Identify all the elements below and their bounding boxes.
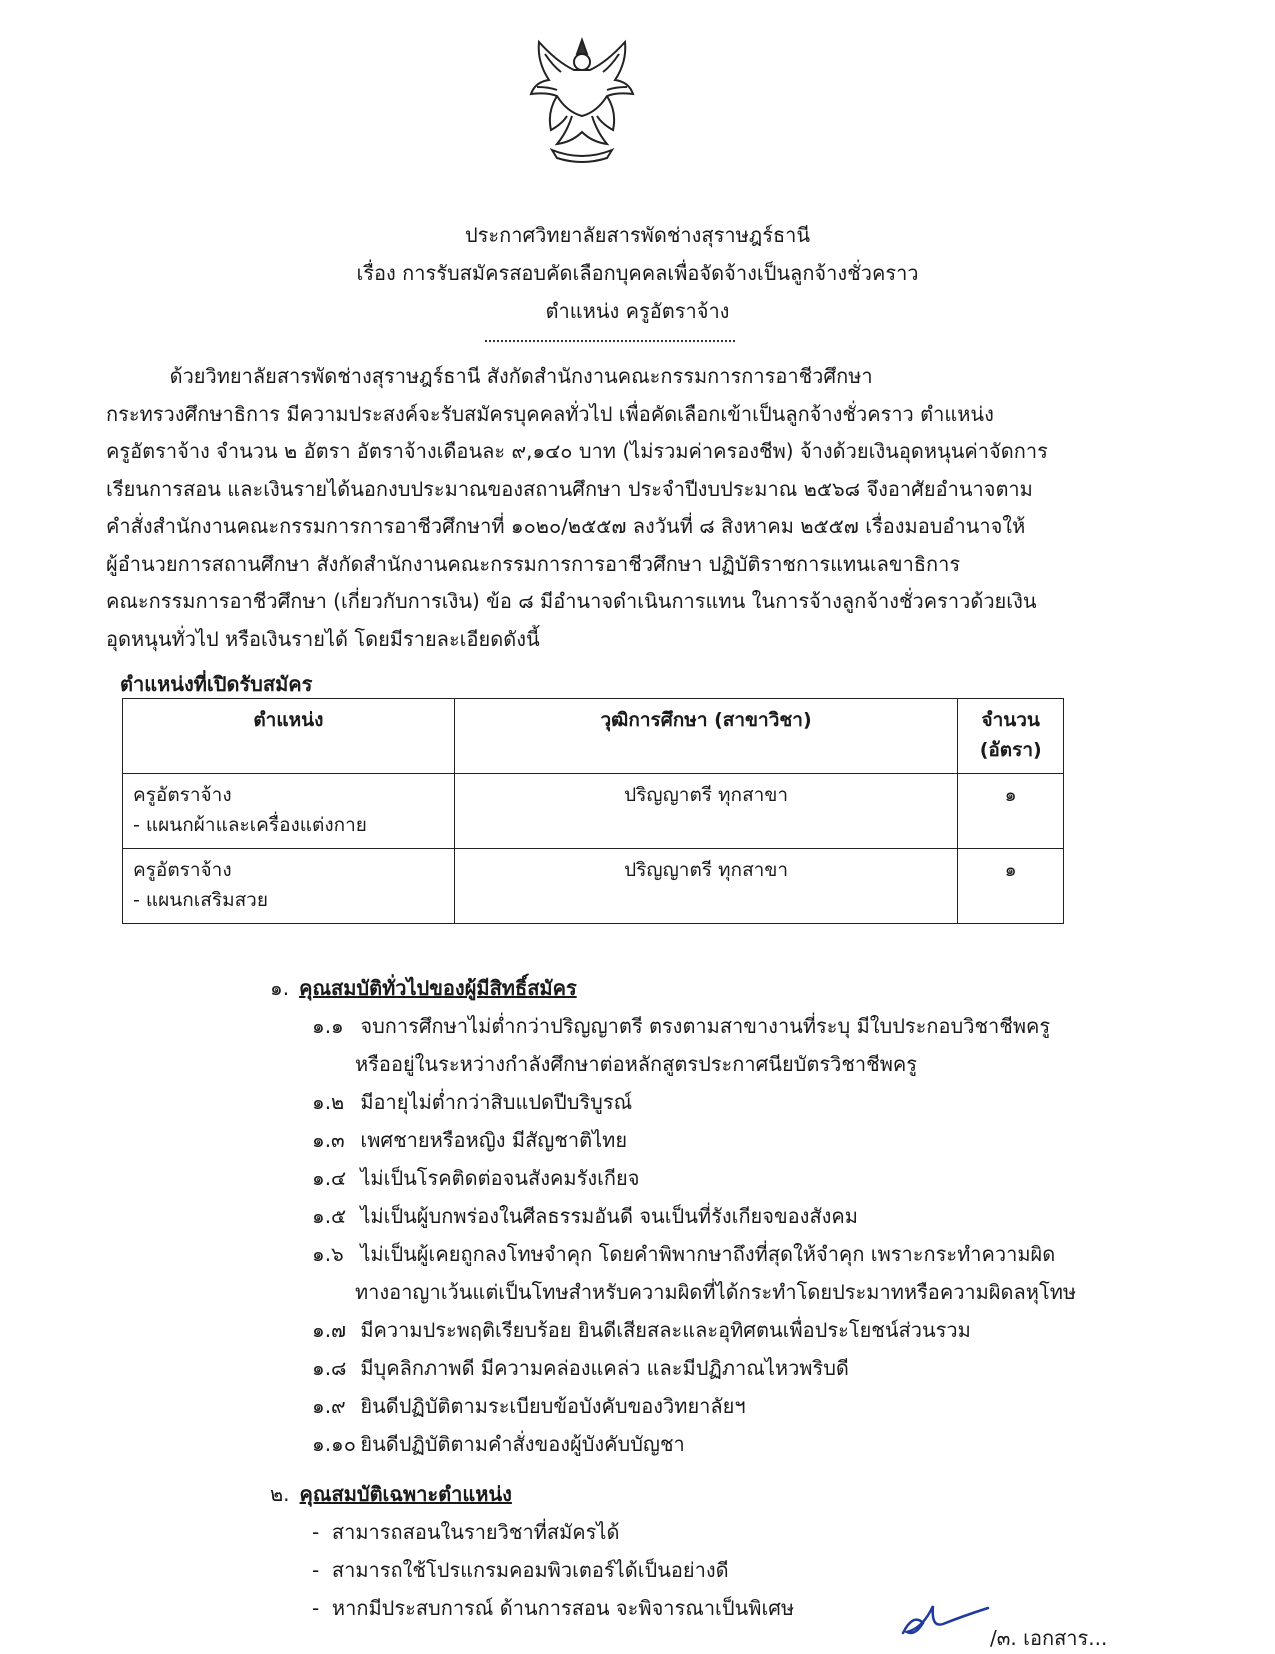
item-number: ๑.๕ <box>312 1204 347 1228</box>
intro-line: ครูอัตราจ้าง จำนวน ๒ อัตรา อัตราจ้างเดือนละ ๙,๑๔๐ บาท (ไม่รวมค่าครองชีพ) จ้างด้วยเงินอุดหนุนค่าจัดการ <box>106 439 1048 463</box>
item-text: ไม่เป็นผู้บกพร่องในศีลธรรมอันดี จนเป็นที่รังเกียจของสังคม <box>360 1204 858 1228</box>
item-text: มีอายุไม่ต่ำกว่าสิบแปดปีบริบูรณ์ <box>360 1090 633 1114</box>
section1-title: คุณสมบัติทั่วไปของผู้มีสิทธิ์สมัคร <box>299 976 577 1000</box>
announcement-subject: เรื่อง การรับสมัครสอบคัดเลือกบุคคลเพื่อจัดจ้างเป็นลูกจ้างชั่วคราว <box>356 261 919 285</box>
dotted-divider <box>485 340 735 342</box>
item-number: ๑.๑๐ <box>312 1432 356 1456</box>
intro-line: คำสั่งสำนักงานคณะกรรมการการอาชีวศึกษาที่ ๑๐๒๐/๒๕๕๗ ลงวันที่ ๘ สิงหาคม ๒๕๕๗ เรื่องมอบอำนาจให้ <box>106 514 1026 538</box>
item-text: ไม่เป็นผู้เคยถูกลงโทษจำคุก โดยคำพิพากษาถึงที่สุดให้จำคุก เพราะกระทำความผิด <box>360 1242 1056 1266</box>
item-text: จบการศึกษาไม่ต่ำกว่าปริญญาตรี ตรงตามสาขางานที่ระบุ มีใบประกอบวิชาชีพครู <box>360 1014 1051 1038</box>
position-title: ครูอัตราจ้าง <box>133 859 232 881</box>
next-page-indicator: /๓. เอกสาร... <box>990 1626 1108 1650</box>
item-number: ๑.๔ <box>312 1166 347 1190</box>
positions-table <box>122 698 1064 924</box>
item-text: ยินดีปฏิบัติตามคำสั่งของผู้บังคับบัญชา <box>360 1432 685 1456</box>
list-item <box>312 1162 639 1194</box>
intro-paragraph <box>106 358 1096 658</box>
intro-line: คณะกรรมการอาชีวศึกษา (เกี่ยวกับการเงิน) ข้อ ๘ มีอำนาจดำเนินการแทน ในการจ้างลูกจ้างชั่วคราวด้วยเงิน <box>106 589 1037 613</box>
section1-number: ๑. <box>270 976 290 1000</box>
position-title: ครูอัตราจ้าง <box>133 784 232 806</box>
list-item <box>312 1314 971 1346</box>
intro-line: กระทรวงศึกษาธิการ มีความประสงค์จะรับสมัครบุคคลทั่วไป เพื่อคัดเลือกเข้าเป็นลูกจ้างชั่วคราว ตำแหน่ง <box>106 401 994 426</box>
list-item <box>312 1124 627 1156</box>
intro-line: เรียนการสอน และเงินรายได้นอกงบประมาณของสถานศึกษา ประจำปีงบประมาณ ๒๕๖๘ จึงอาศัยอำนาจตาม <box>106 476 1033 501</box>
list-item: - สามารถใช้โปรแกรมคอมพิวเตอร์ได้เป็นอย่างดี <box>312 1558 729 1582</box>
section2-title: คุณสมบัติเฉพาะตำแหน่ง <box>299 1482 512 1506</box>
table-header-row <box>123 699 1064 774</box>
list-item: - สามารถสอนในรายวิชาที่สมัครได้ <box>312 1520 620 1544</box>
col-position-header: ตำแหน่ง <box>123 699 455 774</box>
list-item-continuation: ทางอาญาเว้นแต่เป็นโทษสำหรับความผิดที่ได้กระทำโดยประมาทหรือความผิดลหุโทษ <box>355 1280 1077 1304</box>
item-text: ไม่เป็นโรคติดต่อจนสังคมรังเกียจ <box>360 1166 640 1190</box>
col-qualification-header: วุฒิการศึกษา (สาขาวิชา) <box>454 699 958 774</box>
position-cell <box>123 774 455 849</box>
section2-heading <box>270 1478 512 1510</box>
item-number: ๑.๘ <box>312 1356 347 1380</box>
table-row <box>123 849 1064 924</box>
list-item <box>312 1428 685 1460</box>
count-cell: ๑ <box>958 774 1064 849</box>
item-number: ๑.๑ <box>312 1014 344 1038</box>
list-item: - หากมีประสบการณ์ ด้านการสอน จะพิจารณาเป็นพิเศษ <box>312 1596 795 1620</box>
list-item <box>312 1352 849 1384</box>
position-dept: - แผนกเสริมสวย <box>133 889 268 911</box>
list-item <box>312 1086 632 1118</box>
position-dept: - แผนกผ้าและเครื่องแต่งกาย <box>133 814 367 836</box>
item-number: ๑.๓ <box>312 1128 345 1152</box>
item-number: ๑.๙ <box>312 1394 346 1418</box>
qualification-cell: ปริญญาตรี ทุกสาขา <box>454 849 958 924</box>
item-number: ๑.๒ <box>312 1090 345 1114</box>
item-text: มีบุคลิกภาพดี มีความคล่องแคล่ว และมีปฏิภาณไหวพริบดี <box>360 1356 849 1380</box>
item-number: ๑.๖ <box>312 1242 344 1266</box>
item-text: ยินดีปฏิบัติตามระเบียบข้อบังคับของวิทยาลัยฯ <box>360 1394 746 1418</box>
item-number: ๑.๗ <box>312 1318 347 1342</box>
qualification-cell: ปริญญาตรี ทุกสาขา <box>454 774 958 849</box>
position-cell <box>123 849 455 924</box>
col-count-header: จำนวน (อัตรา) <box>958 699 1064 774</box>
announcement-position: ตำแหน่ง ครูอัตราจ้าง <box>545 299 730 323</box>
positions-heading: ตำแหน่งที่เปิดรับสมัคร <box>120 672 313 696</box>
intro-line: ผู้อำนวยการสถานศึกษา สังกัดสำนักงานคณะกรรมการการอาชีวศึกษา ปฏิบัติราชการแทนเลขาธิการ <box>106 551 961 576</box>
intro-line: ด้วยวิทยาลัยสารพัดช่างสุราษฎร์ธานี สังกัดสำนักงานคณะกรรมการการอาชีวศึกษา <box>106 364 873 388</box>
list-item <box>312 1390 746 1422</box>
section2-number: ๒. <box>270 1482 290 1506</box>
item-text: เพศชายหรือหญิง มีสัญชาติไทย <box>360 1128 628 1152</box>
list-item-continuation: หรืออยู่ในระหว่างกำลังศึกษาต่อหลักสูตรประกาศนียบัตรวิชาชีพครู <box>355 1052 918 1076</box>
list-item <box>312 1200 858 1232</box>
table-row <box>123 774 1064 849</box>
list-item <box>312 1010 1050 1042</box>
count-cell: ๑ <box>958 849 1064 924</box>
item-text: มีความประพฤติเรียบร้อย ยินดีเสียสละและอุทิศตนเพื่อประโยชน์ส่วนรวม <box>360 1318 971 1342</box>
garuda-emblem-icon <box>527 32 637 167</box>
intro-line: อุดหนุนทั่วไป หรือเงินรายได้ โดยมีรายละเอียดดังนี้ <box>106 626 540 651</box>
signature-initials <box>893 1598 993 1643</box>
announcement-title: ประกาศวิทยาลัยสารพัดช่างสุราษฎร์ธานี <box>464 223 811 247</box>
list-item <box>312 1238 1055 1270</box>
section1-heading <box>270 972 577 1004</box>
